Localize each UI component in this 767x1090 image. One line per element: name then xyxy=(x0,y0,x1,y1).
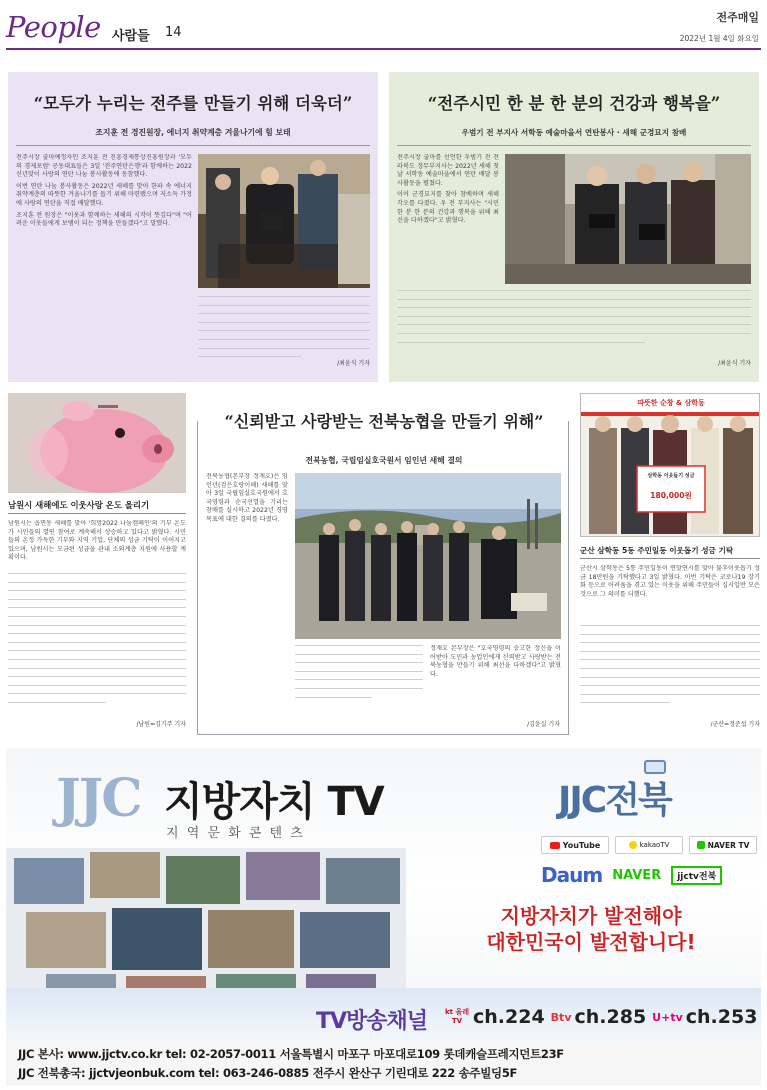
navertv-icon xyxy=(697,841,705,849)
ad-subtitle: 지 역 문 화 콘 텐 츠 xyxy=(166,826,305,841)
article-woo-beomgi xyxy=(389,72,759,382)
article-body-col2 xyxy=(397,290,751,356)
page-header xyxy=(0,0,767,52)
issue-date: 2022년 1월 4일 화요일 xyxy=(679,34,759,43)
uplus-tv-logo: U+tv xyxy=(652,1010,683,1024)
kakaotv-badge[interactable] xyxy=(615,836,683,854)
article-paragraph: 남원시는 읍면동 새해를 맞아 '희망2022 나눔캠페인'의 기부 온도가 시민들의 열띤 참여로 계속해서 상승하고 있다고 밝혔다. 시민들의 온정 가득한 기부와 지역 기업, 단체의 성금 기탁이 이어지고 있으며, 남원시는 모금된 성금을 관내 소외계층 지원에 사용할 계획이다. xyxy=(8,520,186,562)
platform-label: kakaoTV xyxy=(639,841,670,849)
page-number: 14 xyxy=(165,25,182,40)
channel-kt[interactable] xyxy=(444,1006,545,1028)
piggy-bank-photo xyxy=(8,393,186,493)
article-body-col2 xyxy=(295,645,423,725)
article-subhead: 조지훈 전 경진원장, 에너지 취약계층 겨울나기에 힘 보태 xyxy=(95,128,291,137)
article-body-col1 xyxy=(397,154,499,284)
headline-rule xyxy=(580,558,760,559)
article-photo-briquettes xyxy=(198,154,370,288)
hq-contact: JJC 본사: www.jjctv.co.kr tel: 02-2057-0011 서울특별시 마포구 마포대로109 롯데캐슬프레지던트23F xyxy=(18,1047,564,1061)
cemetery-photo xyxy=(295,473,561,639)
headline-rule xyxy=(8,513,186,514)
article-headline: “모두가 누리는 전주를 만들기 위해 더욱더” xyxy=(33,94,353,113)
section-title-kr: 사람들 xyxy=(112,29,150,44)
naver-search-label: jjctv전북 xyxy=(677,871,717,882)
article-nonghyup xyxy=(197,412,569,735)
article-credit: /남원=김기주 기자 xyxy=(136,721,186,728)
article-photo-piggy-bank xyxy=(8,393,186,493)
channel-number: ch.253 xyxy=(685,1006,758,1028)
naver-logo[interactable]: NAVER xyxy=(612,867,662,883)
ad-slogan-line1: 지방자치가 발전해야 xyxy=(500,904,682,928)
article-body-continued xyxy=(580,625,760,717)
header-rule xyxy=(6,48,761,50)
photo-banner-text: 따뜻한 순창 & 삼학동 xyxy=(637,399,705,407)
daum-logo[interactable]: Daum xyxy=(541,863,603,887)
briquette-photo xyxy=(198,154,370,288)
article-headline: 군산 삼학동 5동 주민일동 이웃돕기 성금 기탁 xyxy=(580,546,734,555)
article-paragraph: 군산시 삼학동은 5통 주민일동이 연말연시를 맞아 불우이웃돕기 성금 18만원을 기탁했다고 3일 밝혔다. 이번 기탁은 코로나19 장기화 등으로 어려움을 겪고 있는 이웃을 위해 주민들이 십시일반 모은 것으로 그 의미를 더했다. xyxy=(580,565,760,598)
article-paragraph: 정재호 본부장은 "호국영령의 숭고한 정신을 이어받아 도민과 농업인에게 신뢰받고 사랑받는 전북농협을 만들기 위해 최선을 다하겠다"고 밝혔다. xyxy=(430,645,561,678)
article-headline: “전주시민 한 분 한 분의 건강과 행복을” xyxy=(427,94,721,113)
donation-amount: 180,000원 xyxy=(650,491,692,500)
article-credit: /최윤식 기자 xyxy=(718,360,751,367)
channel-uplus[interactable] xyxy=(652,1006,757,1028)
navertv-badge[interactable] xyxy=(689,836,757,854)
subhead-rule xyxy=(16,145,370,146)
article-photo-donation xyxy=(580,393,760,537)
article-namwon xyxy=(8,393,186,733)
article-paragraph: 전북농협(본부장 정재호)은 임인년(검은호랑이해) 새해를 맞아 3일 국립임실호국원에서 호국영령과 순국선열을 기리는 참배를 실시하고 2022년 경영목표에 대한 결의를 다졌다. xyxy=(206,473,288,523)
jjc-jeonbuk-logo xyxy=(558,760,758,830)
article-body xyxy=(8,520,186,568)
article-subhead: 전북농협, 국립임실호국원서 임인년 새해 결의 xyxy=(305,456,463,465)
jjc-logo: JJC xyxy=(56,768,141,829)
article-paragraph: 이번 연탄 나눔 봉사활동은 2022년 새해를 맞아 한파 속 에너지 취약계층의 따뜻한 겨울나기를 돕기 위해 마련됐으며 저소득 가정에 사랑의 연탄을 직접 배달했다. xyxy=(16,182,192,207)
article-body-col1 xyxy=(16,154,192,374)
article-credit: /최윤식 기자 xyxy=(337,360,370,367)
ad-slogan-line2: 대한민국이 발전합니다! xyxy=(486,930,696,954)
volunteer-photo xyxy=(505,154,751,284)
article-credit: /군산=정준섭 기자 xyxy=(710,721,760,728)
article-body-col3 xyxy=(430,645,561,715)
article-credit: /김윤실 기자 xyxy=(527,721,560,728)
youtube-badge[interactable] xyxy=(541,836,609,854)
ad-title: 지방자치 TV xyxy=(164,779,384,825)
channel-number: ch.285 xyxy=(574,1006,647,1028)
article-photo-volunteers xyxy=(505,154,751,284)
subhead-rule xyxy=(397,145,751,146)
platform-row xyxy=(541,836,757,854)
ad-footer xyxy=(6,1044,761,1086)
article-photo-cemetery xyxy=(295,473,561,639)
article-headline: 남원시 새해에도 이웃사랑 온도 올리기 xyxy=(8,500,150,510)
platform-label: NAVER TV xyxy=(707,840,750,850)
btv-logo: Btv xyxy=(550,1010,572,1024)
platform-label: YouTube xyxy=(562,840,601,850)
article-paragraph: 전주시장 출마예정자인 조지훈 전 진흥경제통상진흥원장과 '모두의 경제포럼' 공동대표들은 3일 '전주연탄은행'과 함께하는 2022 신년맞이 사랑의 연탄 나눔 봉사활동에 동참했다. xyxy=(16,154,192,179)
portal-row xyxy=(541,862,757,888)
article-paragraph: 전주시장 출마를 선언한 우범기 전 전라북도 정무부지사는 2022년 새해 첫날 서학동 예술마을에서 연탄 배달 봉사활동을 펼쳤다. xyxy=(397,154,499,187)
youtube-icon xyxy=(550,842,560,849)
paper-name: 전주매일 xyxy=(716,11,759,24)
kakaotv-icon xyxy=(629,841,637,849)
channel-number: ch.224 xyxy=(473,1006,545,1028)
section-title: People xyxy=(6,10,101,44)
article-headline: “신뢰받고 사랑받는 전북농협을 만들기 위해” xyxy=(224,412,544,431)
donation-photo xyxy=(581,394,760,537)
article-body-continued xyxy=(8,573,186,719)
channel-list xyxy=(444,1000,760,1034)
channel-label: TV방송채널 xyxy=(316,1009,428,1034)
channel-btv[interactable] xyxy=(551,1006,647,1028)
jjc-jeonbuk-text: JJC전북 xyxy=(558,780,671,821)
article-paragraph: 조지훈 전 원장은 "이웃과 함께하는 새해의 시작이 뜻깊다"며 "어려운 이웃들에게 보탬이 되는 정책을 만들겠다"고 말했다. xyxy=(16,211,192,228)
article-paragraph: 이어 군경묘지를 찾아 참배하며 새해 각오를 다졌다. 우 전 부지사는 "시민 한 분 한 분의 건강과 행복을 위해 최선을 다하겠다"고 밝혔다. xyxy=(397,191,499,225)
article-body xyxy=(580,565,760,621)
naver-search-tag xyxy=(671,866,722,885)
article-body-col1 xyxy=(206,473,288,651)
article-jo-jihoon xyxy=(8,72,378,382)
article-subhead: 우범기 전 부지사 서학동 예술마을서 연탄봉사 · 새해 군경묘지 참배 xyxy=(461,128,687,137)
jeonbuk-contact: JJC 전북총국: jjctvjeonbuk.com tel: 063-246-0885 전주시 완산구 기린대로 222 송주빌딩5F xyxy=(18,1066,518,1080)
jjc-advertisement xyxy=(6,748,761,1086)
kt-olleh-logo: kt 올레TV xyxy=(445,1008,469,1025)
donation-board-title: 삼학동 이웃돕기 성금 xyxy=(647,473,695,479)
article-samhak xyxy=(580,393,760,733)
